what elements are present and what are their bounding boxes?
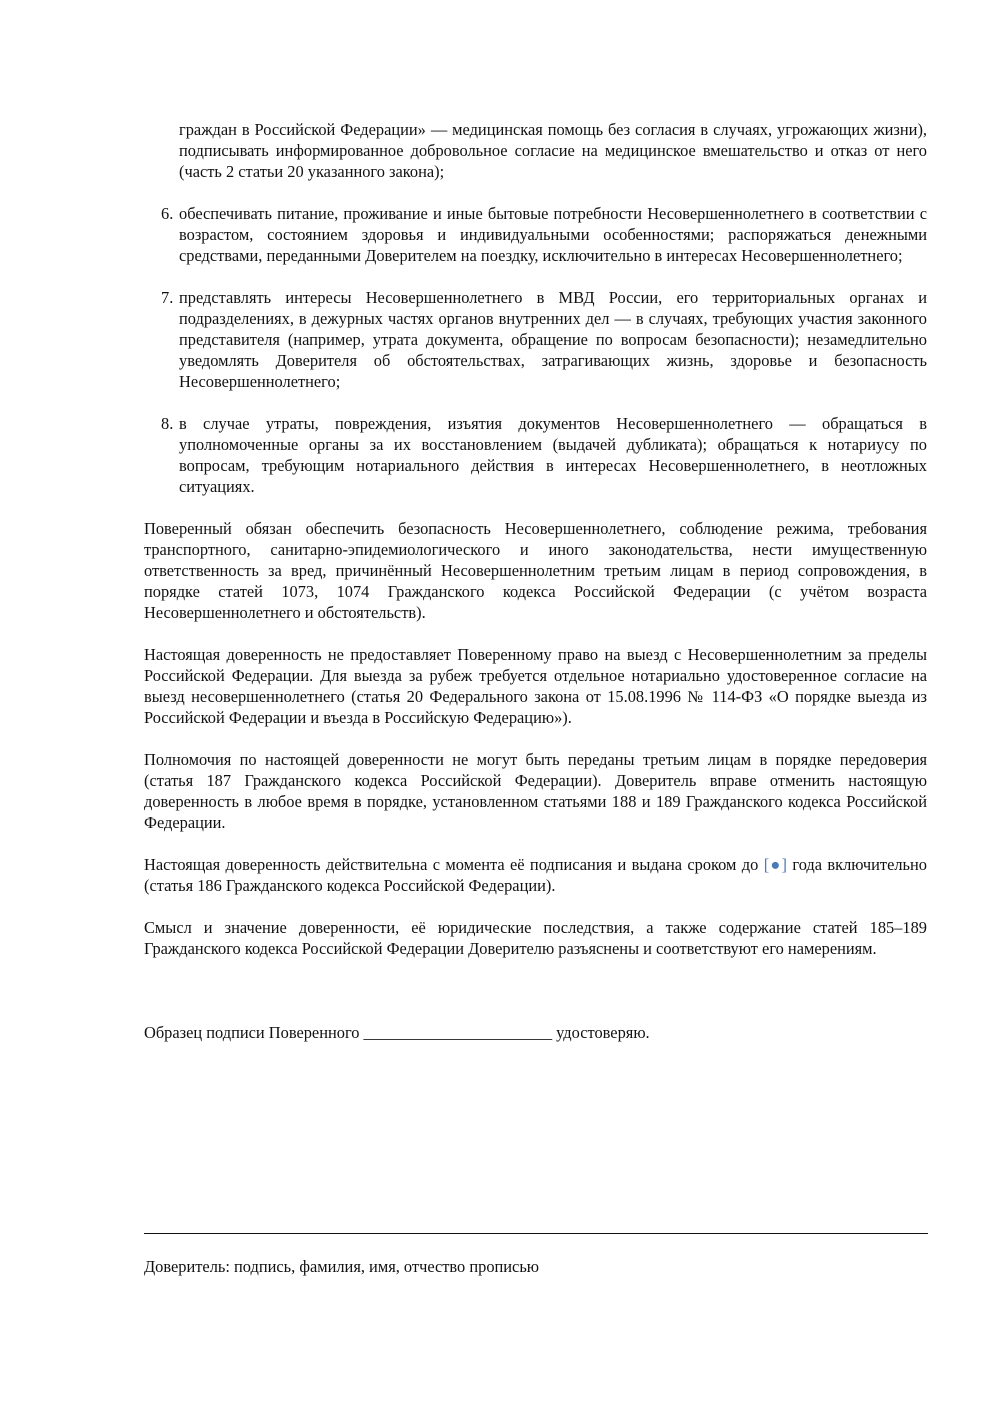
list-item-number: 7. bbox=[161, 288, 174, 307]
list-item-8 bbox=[144, 413, 927, 497]
list-item-number: 8. bbox=[161, 414, 174, 433]
list-item-text: обеспечивать питание, проживание и иные бытовые потребности Несовершеннолетнего в соответствии с возрастом, состоянием здоровья и индивидуальными особенностями; распоряжаться денежными средствами, переданными Доверителем на поездку, исключительно в интересах Несовершеннолетнего; bbox=[179, 204, 927, 265]
list-item-continued: граждан в Российской Федерации» — медицинская помощь без согласия в случаях, угрожающих жизни), подписывать информированное добровольное согласие на медицинское вмешательство и отказ от него (часть 2 статьи 20 указанного закона); bbox=[179, 120, 927, 181]
list-item-text: в случае утраты, повреждения, изъятия документов Несовершеннолетнего — обращаться в уполномоченные органы за их восстановлением (выдачей дубликата); обращаться к нотариусу по вопросам, требующим нотариального действия в интересах Несовершеннолетнего, в неотложных ситуациях. bbox=[179, 414, 927, 496]
list-item-number: 6. bbox=[161, 204, 174, 223]
paragraph-delegation: Полномочия по настоящей доверенности не могут быть переданы третьим лицам в порядке передоверия (статья 187 Гражданского кодекса Российской Федерации). Доверитель вправе отменить настоящую доверенность в любое время в порядке, установленном статьями 188 и 189 Гражданского кодекса Российской Федерации. bbox=[144, 750, 927, 832]
validity-text-before: Настоящая доверенность действительна с момента её подписания и выдана сроком до bbox=[144, 855, 759, 874]
validity-date-placeholder: [●] bbox=[763, 855, 788, 874]
list-item-6 bbox=[144, 203, 927, 266]
signature-rule bbox=[144, 1233, 928, 1234]
validity-text-after: года включительно (статья 186 Гражданского кодекса Российской Федерации). bbox=[144, 855, 927, 895]
document-body bbox=[144, 119, 927, 1064]
paragraph-responsibility: Поверенный обязан обеспечить безопасность Несовершеннолетнего, соблюдение режима, требования транспортного, санитарно-эпидемиологического и иного законодательства, нести имущественную ответственность за вред, причинённый Несовершеннолетним третьим лицам в период сопровождения, в порядке статей 1073, 1074 Гражданского кодекса Российской Федерации (с учётом возраста Несовершеннолетнего и обстоятельств). bbox=[144, 519, 927, 622]
signature-caption: Доверитель: подпись, фамилия, имя, отчество прописью bbox=[144, 1257, 540, 1276]
paragraph-validity bbox=[144, 854, 927, 896]
signature-sample-line: Образец подписи Поверенного _______________________ удостоверяю. bbox=[144, 1023, 650, 1042]
paragraph-travel-abroad: Настоящая доверенность не предоставляет Поверенному право на выезд с Несовершеннолетним за пределы Российской Федерации. Для выезда за рубеж требуется отдельное нотариально удостоверенное согласие на выезд несовершеннолетнего (статья 20 Федерального закона от 15.08.1996 № 114-ФЗ «О порядке выезда из Российской Федерации и въезда в Российскую Федерацию»). bbox=[144, 645, 927, 727]
list-item-7 bbox=[144, 287, 927, 392]
paragraph-closing: Смысл и значение доверенности, её юридические последствия, а также содержание статей 185–189 Гражданского кодекса Российской Федерации Доверителю разъяснены и соответствуют его намерениям. bbox=[144, 918, 927, 958]
list-item-text: представлять интересы Несовершеннолетнего в МВД России, его территориальных органах и подразделениях, в дежурных частях органов внутренних дел — в случаях, требующих участия законного представителя (например, утрата документа, обращение по вопросам безопасности); незамедлительно уведомлять Доверителя об обстоятельствах, затрагивающих жизнь, здоровье и безопасность Несовершеннолетнего; bbox=[179, 288, 927, 391]
